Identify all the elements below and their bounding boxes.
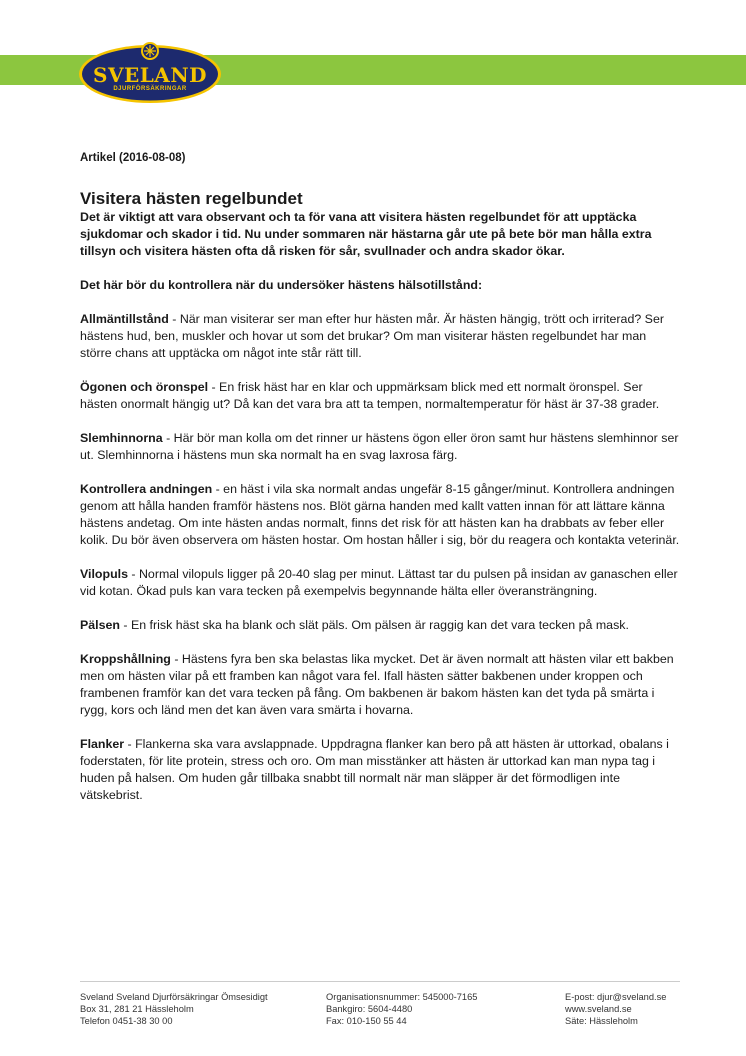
section-text: - En frisk häst har en klar och uppmärksam blick med ett normalt öronspel. Ser hästen onormalt hängig ut? Då kan det vara bra att ta tempen, normaltemperatur för häst är 37-38 grader. (80, 380, 660, 411)
section-term: Flanker (80, 737, 125, 751)
footer-company-name: Sveland Sveland Djurförsäkringar Ömsesidigt (80, 992, 268, 1002)
article-subheading: Det här bör du kontrollera när du undersöker hästens hälsotillstånd: (80, 278, 483, 292)
section-term: Ögonen och öronspel (80, 380, 209, 394)
section-ogonen (80, 379, 680, 413)
section-term: Slemhinnorna (80, 431, 163, 445)
section-term: Allmäntillstånd (80, 312, 169, 326)
footer-seat: Säte: Hässleholm (565, 1016, 638, 1027)
footer-org-number: Organisationsnummer: 545000-7165 (326, 992, 478, 1002)
footer-bankgiro: Bankgiro: 5604-4480 (326, 1004, 413, 1015)
footer-website: www.sveland.se (565, 1004, 632, 1015)
sveland-logo (78, 38, 222, 104)
section-term: Kroppshållning (80, 652, 171, 666)
footer-divider (80, 981, 680, 982)
section-text: - När man visiterar ser man efter hur hästen mår. Är hästen hängig, trött och irriterad? Ser hästens hud, ben, muskler och hovar ut som det brukar? Om man visiterar hästen regelbundet har man större chans att upptäcka om något inte står rätt till. (80, 312, 664, 360)
section-text: - En frisk häst ska ha blank och slät päls. Om pälsen är raggig kan det vara tecken på mask. (119, 618, 629, 632)
section-text: - Normal vilopuls ligger på 20-40 slag per minut. Lättast tar du pulsen på insidan av ganaschen eller vid kotan. Ökad puls kan vara tecken på exempelvis begynnande hälta eller överansträngning. (80, 567, 678, 598)
section-vilopuls (80, 566, 680, 600)
section-text: - Hästens fyra ben ska belastas lika mycket. Det är även normalt att hästen vilar ett bakben men om hästen vilar på ett framben kan något vara fel. Ifall hästen sätter bakbenen under kroppen och frambenen framför kan det vara tecken på fång. Om bakbenen är bakom hästen kan det tyda på smärta i rygg, kors och länd men det kan även vara smärta i hovarna. (80, 652, 674, 717)
section-text: - Flankerna ska vara avslappnade. Uppdragna flanker kan bero på att hästen är uttorkad, obalans i foderstaten, för lite protein, stress och oro. Om man misstänker att hästen är uttorkad kan man nypa tag i huden på halsen. Om huden går tillbaka snabbt till normalt när man släpper är det förmodligen inte vätskebrist. (80, 737, 669, 802)
section-term: Vilopuls (80, 567, 128, 581)
article-body (80, 150, 680, 804)
footer-email: E-post: djur@sveland.se (565, 992, 667, 1002)
article-intro: Det är viktigt att vara observant och ta för vana att visitera hästen regelbundet för att upptäcka sjukdomar och skador i tid. Nu under sommaren när hästarna går ute på bete bör man hålla extra tillsyn och visitera hästen ofta då risken för sår, svullnader och andra skador ökar. (80, 210, 652, 258)
article-title: Visitera hästen regelbundet (80, 189, 303, 208)
logo-tagline: DJURFÖRSÄKRINGAR (113, 86, 187, 92)
section-term: Kontrollera andningen (80, 482, 213, 496)
footer-contact-info (565, 991, 666, 1028)
section-kroppshallning (80, 651, 680, 719)
section-allmantillstand (80, 311, 680, 362)
section-flanker (80, 736, 680, 804)
section-text: - en häst i vila ska normalt andas ungefär 8-15 gånger/minut. Kontrollera andningen genom att hålla handen framför hästens nos. Blöt gärna handen med kallt vatten innan för att lättare känna hästens andetag. Om inte hästen andas normalt, finns det risk för att hästen kan ha drabbats av feber eller kolik. Du bör även observera om hästen hostar. Om hostan håller i sig, bör du reagera och kontakta veterinär. (80, 482, 680, 547)
section-term: Pälsen (80, 618, 120, 632)
section-andningen (80, 481, 680, 549)
footer-address: Box 31, 281 21 Hässleholm (80, 1004, 194, 1015)
footer-phone: Telefon 0451-38 30 00 (80, 1016, 173, 1027)
section-palsen (80, 617, 680, 634)
section-text: - Här bör man kolla om det rinner ur hästens ögon eller öron samt hur hästens slemhinnor ser ut. Slemhinnorna i hästens mun ska normalt ha en svag laxrosa färg. (80, 431, 679, 462)
logo-brand-text: SVELAND (93, 63, 207, 87)
article-dateline: Artikel (2016-08-08) (80, 152, 186, 164)
footer-company-info (80, 991, 268, 1028)
section-slemhinnorna (80, 430, 680, 464)
footer-registration-info (326, 991, 477, 1028)
footer-fax: Fax: 010-150 55 44 (326, 1016, 407, 1027)
